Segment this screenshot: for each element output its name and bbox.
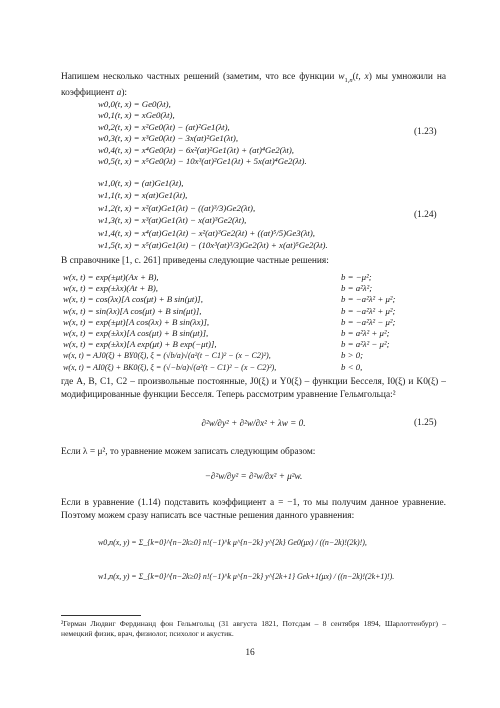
page-number: 16: [245, 648, 255, 658]
equation-line: w0,5(t, x) = x⁵Ge0(λt) − 10x³(at)²Ge1(λt) + 5x(at)⁴Ge2(λt).: [98, 156, 307, 167]
table-row: [63, 272, 458, 283]
sum-solution-2: w1,n(x, y) = Σ_{k=0}^{n−2k≥0} n!(−1)^k μ^{n−2k} y^{2k+1} Gek+1(μx) / ((n−2k)!(2k+1)!).: [98, 572, 395, 581]
equation-line: w1,5(t, x) = x⁵(at)Ge1(λt) − (10x³(at)³/3)Ge2(λt) + x(at)⁵Ge2(λt).: [98, 240, 328, 251]
footnote-divider: [61, 615, 141, 616]
table-equation: w(x, t) = sin(λx)[A cos(μt) + B sin(μt)],: [63, 305, 202, 316]
table-row: [63, 317, 458, 328]
table-row: [63, 294, 458, 305]
solutions-table: [63, 272, 458, 373]
equation-line: w0,3(t, x) = x³Ge0(λt) − 3x(at)²Ge1(λt),: [98, 133, 239, 144]
table-condition: b = −μ²;: [341, 272, 372, 282]
table-condition: b > 0;: [341, 350, 364, 361]
table-row: [63, 339, 458, 350]
table-row: [63, 306, 458, 317]
bessel-paragraph: где A, B, C1, C2 – произвольные постоянные, J0(ξ) и Y0(ξ) – функции Бесселя, I0(ξ) и K0(ξ) – модифицированные функции Бесселя. Теперь рассмотрим уравнение Гельмгольца:²: [61, 377, 446, 400]
equation-line: w0,0(t, x) = Ge0(λt),: [98, 99, 171, 109]
table-condition: b = −a²λ² + μ²;: [341, 294, 396, 305]
table-equation: w(x, t) = AI0(ξ) + BK0(ξ), ξ = (√−b/a)√(a²(t − C1)² − (x − C2)²),: [63, 362, 277, 372]
solutions-group-1: [98, 99, 307, 167]
sum-solution-1: w0,n(x, y) = Σ_{k=0}^{n−2k≥0} n!(−1)^k μ^{n−2k} y^{2k} Ge0(μx) / ((n−2k)!(2k)!),: [98, 538, 367, 547]
intro-paragraph: Напишем несколько частных решений (заметим, что все функции $w_{1,n}(t$, x) мы умножили на коэффициент a):: [61, 72, 446, 99]
footnote: ²Герман Людвиг Фердинанд фон Гельмгольц (31 августа 1821, Потсдам – 8 сентября 1894, Шарлоттенбург) – немецкий физик, врач, физиолог, психолог и акустик.: [61, 619, 446, 638]
table-condition: b = a²λ² + μ²;: [341, 327, 390, 338]
table-row: [63, 350, 458, 361]
transformed-equation: −∂²w/∂y² = ∂²w/∂x² + μ²w.: [204, 471, 303, 481]
table-equation: w(x, t) = exp(±λx)[A exp(μt) + B exp(−μt)],: [63, 339, 217, 350]
table-equation: w(x, t) = exp(±μt)(Ax + B),: [63, 272, 159, 282]
equation-line: w1,3(t, x) = x³(at)Ge1(λt) − x(at)³Ge2(λt),: [98, 215, 247, 226]
table-row: [63, 283, 458, 294]
table-equation: w(x, t) = exp(±λx)(At + B),: [63, 283, 159, 294]
substitution-paragraph: Если в уравнение (1.14) подставить коэффициент a = −1, то мы получим данное уравнение. Поэтому можем сразу написать все частные решения данного уравнения:: [61, 498, 446, 521]
equation-line: w0,2(t, x) = x²Ge0(λt) − (at)²Ge1(λt),: [98, 121, 230, 132]
equation-tag: (1.23): [414, 127, 437, 137]
table-equation: w(x, t) = exp(±μt)[A cos(λx) + B sin(λx)],: [63, 316, 210, 327]
equation-tag: (1.24): [414, 210, 437, 220]
table-condition: b = a²λ²;: [341, 283, 373, 294]
table-row: [63, 362, 458, 373]
equation-line: w0,1(t, x) = xGe0(λt),: [98, 110, 175, 121]
table-condition: b = −a²λ² + μ²;: [341, 305, 396, 316]
equation-tag: (1.25): [414, 418, 437, 428]
table-condition: b = −a²λ² − μ²;: [341, 316, 396, 327]
table-equation: w(x, t) = exp(±λx)[A cos(μt) + B sin(μt)],: [63, 327, 209, 338]
reference-paragraph: В справочнике [1, с. 261] приведены следующие частные решения:: [61, 256, 329, 266]
equation-line: w1,1(t, x) = x(at)Ge1(λt),: [98, 190, 188, 201]
table-condition: b < 0,: [341, 361, 363, 372]
table-row: [63, 328, 458, 339]
equation-line: w1,2(t, x) = x²(at)Ge1(λt) − ((at)³/3)Ge2(λt),: [98, 202, 256, 213]
table-condition: b = a²λ² − μ²;: [341, 339, 390, 350]
equation-line: w1,0(t, x) = (at)Ge1(λt),: [98, 178, 184, 188]
solutions-group-2: [98, 177, 328, 251]
table-equation: w(x, t) = AJ0(ξ) + BY0(ξ), ξ = (√b/a)√(a²(t − C1)² − (x − C2)²),: [63, 351, 271, 361]
equation-line: w1,4(t, x) = x⁴(at)Ge1(λt) − x²(at)³Ge2(λt) + ((at)⁵/5)Ge3(λt),: [98, 227, 315, 238]
helmholtz-equation: ∂²w/∂y² + ∂²w/∂x² + λw = 0.: [201, 418, 306, 428]
lambda-paragraph: Если λ = μ², то уравнение можем записать следующим образом:: [61, 447, 316, 457]
table-equation: w(x, t) = cos(λx)[A cos(μt) + B sin(μt)],: [63, 294, 203, 305]
equation-line: w0,4(t, x) = x⁴Ge0(λt) − 6x²(at)²Ge1(λt) + (at)⁴Ge2(λt),: [98, 144, 294, 155]
